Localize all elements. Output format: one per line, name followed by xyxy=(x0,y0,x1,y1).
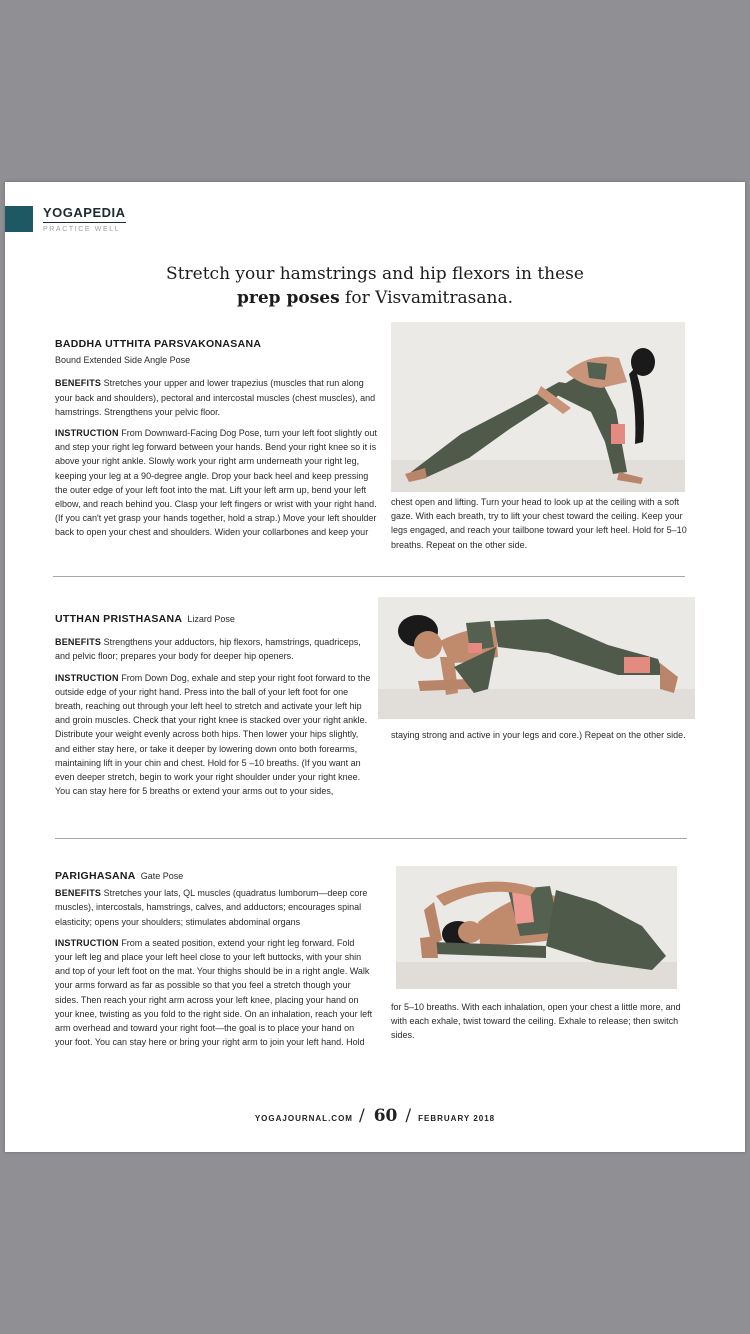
pose-1-photo xyxy=(391,322,685,492)
pose-3-subtitle: Gate Pose xyxy=(140,871,184,881)
magazine-page xyxy=(5,182,745,1152)
pose-3-photo xyxy=(396,866,677,989)
benefits-text: Stretches your upper and lower trapezius (muscles that run along your back and shoulders), pectoral and intercostal muscles (chest muscles), and hamstrings. Strengthens your pelvic floor. xyxy=(55,378,376,417)
pose-1-subtitle: Bound Extended Side Angle Pose xyxy=(55,355,191,366)
pose-1-benefits xyxy=(55,376,377,419)
instruction-text: From Down Dog, exhale and step your right foot forward to the outside edge of your right hand. Press into the ball of your left foot for one breath, reaching out through your left heel to stretch and activate your left hip and groin muscles. Check that your right knee is stacked over your right ankle. Distribute your weight evenly across both hips. Then lower your hips slightly, and either stay here, or take it deeper by lowering down onto both forearms, maintaining lift in your chin and chest. Hold for 5 –10 breaths. (If you want an even deeper stretch, begin to work your right shoulder under your right knee. You can stay here for 5 breaths or extend your arms out to your sides, xyxy=(55,672,371,797)
pose-2-benefits xyxy=(55,635,371,663)
pose-3-continuation: for 5–10 breaths. With each inhalation, open your chest a little more, and with each exhale, twist toward the ceiling. Exhale to release; then switch sides. xyxy=(391,1002,681,1041)
section-color-tab xyxy=(5,206,33,232)
page-number: 60 xyxy=(373,1106,398,1126)
page-footer xyxy=(5,1106,745,1126)
yoga-pose-photo xyxy=(378,597,695,719)
pose-3-heading xyxy=(55,869,373,883)
benefits-label: BENEFITS xyxy=(55,637,102,648)
pose-1-text xyxy=(55,337,377,540)
pose-2-title: UTTHAN PRISTHASANA xyxy=(55,613,183,625)
pose-1-title: BADDHA UTTHITA PARSVAKONASANA xyxy=(55,338,262,350)
instruction-label: INSTRUCTION xyxy=(55,672,119,683)
pose-3-title: PARIGHASANA xyxy=(55,870,136,882)
pose-2-continuation: staying strong and active in your legs and core.) Repeat on the other side. xyxy=(391,730,686,740)
headline-line-1: Stretch your hamstrings and hip flexors in these xyxy=(166,264,584,284)
section-header xyxy=(43,204,126,233)
yoga-pose-photo xyxy=(396,866,677,989)
pose-2-subtitle: Lizard Pose xyxy=(187,614,235,624)
pose-3-text xyxy=(55,869,373,1049)
footer-separator: / xyxy=(405,1106,413,1126)
pose-2-photo xyxy=(378,597,695,719)
benefits-label: BENEFITS xyxy=(55,888,102,899)
benefits-label: BENEFITS xyxy=(55,378,102,389)
pose-2-instruction xyxy=(55,671,371,799)
pose-2-heading xyxy=(55,612,371,626)
benefits-text: Strengthens your adductors, hip flexors, hamstrings, quadriceps, and pelvic floor; prepares your body for deeper hip openers. xyxy=(55,637,361,662)
instruction-label: INSTRUCTION xyxy=(55,937,119,948)
instruction-text: From Downward-Facing Dog Pose, turn your left foot slightly out and step your right leg forward between your hands. Bend your right knee so it is above your right ankle. Slowly work your right arm underneath your right leg, keeping your leg at a 90-degree angle. Drop your back heel and keep pressing the outer edge of your left foot into the mat. Lift your left arm up, bend your left elbow, and reach behind you. Clasp your left fingers or wrist with your right hand. (If you can't yet grasp your hands together, hold a strap.) Move your left shoulder back to open your chest and shoulders. Widen your collarbones and keep your xyxy=(55,428,377,538)
footer-date: FEBRUARY 2018 xyxy=(418,1114,496,1123)
pose-3-instruction xyxy=(55,936,373,1050)
pose-1-instruction xyxy=(55,426,377,540)
instruction-label: INSTRUCTION xyxy=(55,428,119,439)
section-tagline: PRACTICE WELL xyxy=(43,226,121,233)
pose-2-text xyxy=(55,612,371,798)
section-divider xyxy=(55,838,687,839)
pose-3-benefits xyxy=(55,886,373,929)
instruction-text: From a seated position, extend your right leg forward. Fold your left leg and place your left heel close to your left buttocks, with your shin and top of your left foot on the mat. Your thighs should be in a right angle. Walk your arms forward as far as possible so that you feel a stretch though your sides. Then reach your right arm across your left knee, placing your hand on your knee, twisting as you fold to the right side. On an inhalation, reach your left arm overhead and toward your right foot—the goal is to place your hand on your foot. You can stay here or bring your right arm to join your left hand. Hold xyxy=(55,937,373,1048)
benefits-text: Stretches your lats, QL muscles (quadratus lumborum—deep core muscles), intercostals, hamstrings, calves, and adductors; encourages spinal elasticity; opens your shoulders; stimulates abdominal organs xyxy=(55,888,368,927)
section-title: YOGAPEDIA xyxy=(43,205,126,223)
footer-separator: / xyxy=(358,1106,366,1126)
headline-emphasis: prep poses xyxy=(237,288,340,308)
section-divider xyxy=(53,576,685,577)
yoga-pose-photo xyxy=(391,322,685,492)
headline-line-2 xyxy=(5,286,745,310)
headline-rest: for Visvamitrasana. xyxy=(339,288,513,308)
pose-1-continuation: chest open and lifting. Turn your head to look up at the ceiling with a soft gaze. With each breath, try to lift your chest toward the ceiling. Keep your legs engaged, and reach your tailbone toward your left heel. Hold for 5–10 breaths. Repeat on the other side. xyxy=(391,497,687,550)
footer-site: YOGAJOURNAL.COM xyxy=(254,1114,353,1123)
page-headline xyxy=(5,262,745,310)
